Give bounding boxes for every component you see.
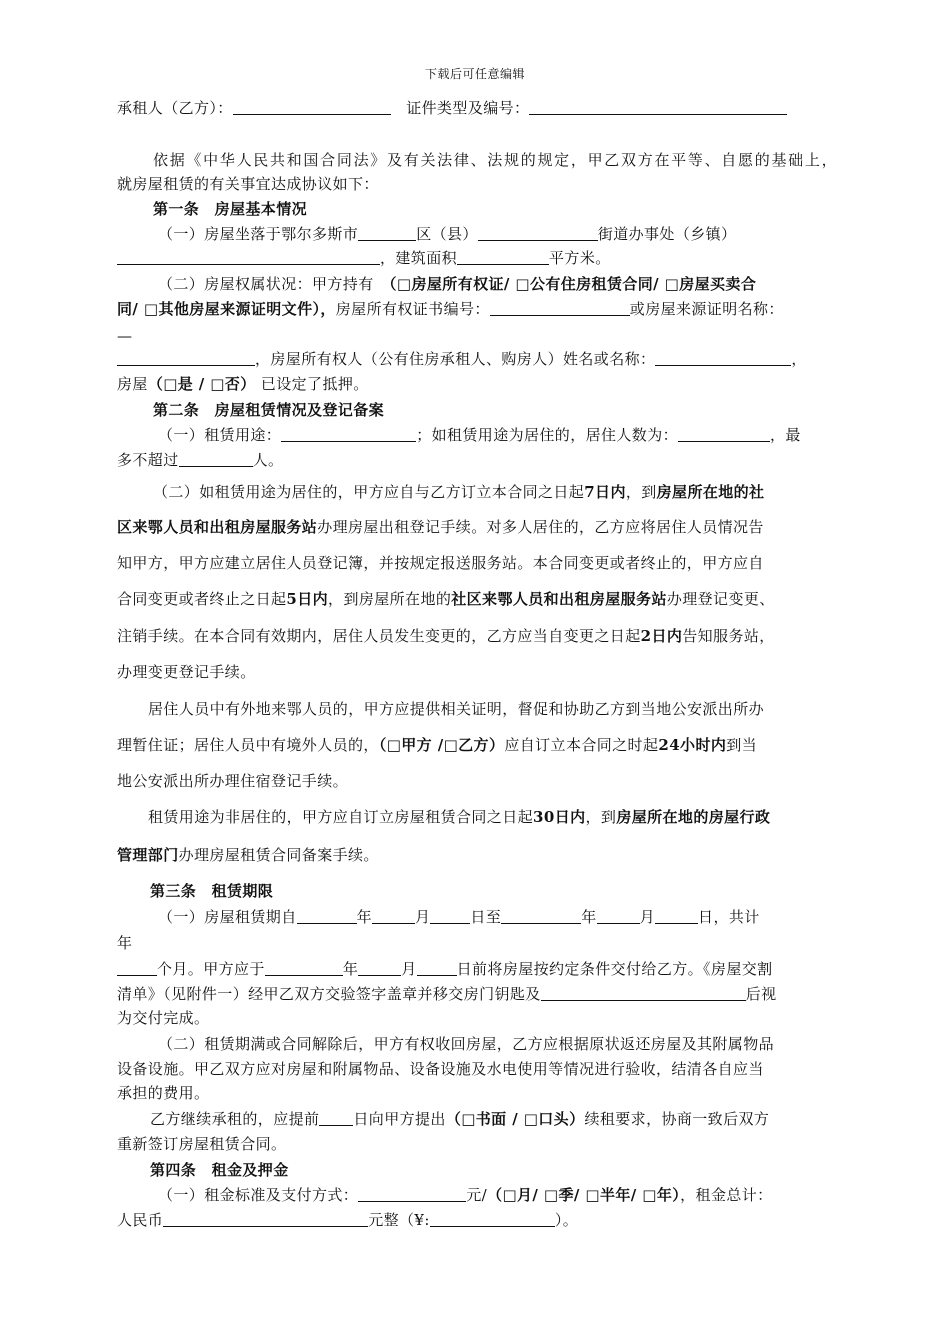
total-label: 日，共计 bbox=[698, 908, 760, 926]
registration-para-line-3: 知甲方，甲方应建立居住人员登记簿，并按规定报送服务站。本合同变更或者终止的，甲方应自 bbox=[117, 554, 764, 572]
nonresidential-para-line-1 bbox=[148, 807, 868, 827]
rent-period-options: （□月/ □季/ □半年/ □年） bbox=[487, 1186, 681, 1204]
term-line-1 bbox=[158, 907, 878, 927]
rent-amount-blank[interactable] bbox=[358, 1186, 466, 1202]
district-blank[interactable] bbox=[358, 225, 416, 241]
usage-line bbox=[158, 425, 878, 445]
reg-office-1-cont: 区来鄂人员和出租房屋服务站 bbox=[117, 518, 318, 536]
term-end-day-blank[interactable] bbox=[655, 908, 698, 924]
max-occupants-label: 多不超过 bbox=[117, 451, 179, 469]
close-paren: ）。 bbox=[554, 1211, 579, 1229]
street-label: 街道办事处（乡镇） bbox=[597, 225, 737, 243]
owner-comma: ， bbox=[791, 350, 807, 368]
reg-text-4: 合同变更或者终止之日起 bbox=[117, 590, 287, 608]
max-label: ，最 bbox=[770, 426, 801, 444]
owner-name-blank[interactable] bbox=[655, 350, 791, 366]
usage-label: （一）租赁用途： bbox=[158, 426, 282, 444]
day-to-label: 日至 bbox=[470, 908, 502, 926]
area-label: ，建筑面积 bbox=[380, 249, 458, 267]
delivery-text: 日前将房屋按约定条件交付给乙方。《房屋交割 bbox=[456, 960, 773, 978]
area-line bbox=[117, 248, 837, 268]
handover-blank[interactable] bbox=[541, 985, 746, 1001]
location-line bbox=[158, 224, 878, 244]
location-label: （一）房屋坐落于鄂尔多斯市 bbox=[158, 225, 359, 243]
registration-para-line-2 bbox=[117, 517, 837, 537]
renewal-text-2: 日向甲方提出 bbox=[353, 1110, 446, 1128]
nonres-dept: 房屋所在地的房屋行政 bbox=[616, 808, 771, 826]
dash-line: — bbox=[117, 327, 133, 345]
nonresidential-para-line-2 bbox=[117, 845, 837, 865]
lessee-name-blank[interactable] bbox=[233, 99, 391, 115]
rent-line-1 bbox=[158, 1185, 878, 1205]
reg-days-5: 5日内 bbox=[286, 590, 329, 608]
nonlocal-text-1: 理暂住证；居住人员中有境外人员的， bbox=[117, 736, 379, 754]
rmb-label: 人民币 bbox=[117, 1211, 164, 1229]
yuan-per-label: 元/ bbox=[466, 1186, 488, 1204]
nonres-days: 30日内 bbox=[533, 808, 586, 826]
nonlocal-para-line-2 bbox=[117, 735, 837, 755]
term-label: （一）房屋租赁期自 bbox=[158, 908, 297, 926]
mortgage-line bbox=[117, 374, 837, 394]
reg-text-8: 告知服务站， bbox=[682, 627, 775, 645]
preamble-line-2: 就房屋租赁的有关事宜达成协议如下： bbox=[117, 175, 379, 193]
page-header: 下载后可任意编辑 bbox=[424, 67, 525, 81]
registration-para-line-4 bbox=[117, 589, 837, 609]
registration-para-line-5 bbox=[117, 626, 837, 646]
article-3-title: 第三条 租赁期限 bbox=[150, 882, 274, 900]
term-months-blank[interactable] bbox=[117, 960, 157, 976]
rent-line-2 bbox=[117, 1210, 837, 1230]
handover-text: 清单》（见附件一）经甲乙双方交验签字盖章并移交房门钥匙及 bbox=[117, 985, 541, 1003]
nonres-text-1: 租赁用途为非居住的，甲方应自订立房屋租赁合同之日起 bbox=[148, 808, 534, 826]
delivery-year-blank[interactable] bbox=[265, 960, 343, 976]
year-label-2: 年 bbox=[581, 908, 597, 926]
nonlocal-text-3: 到当 bbox=[726, 736, 758, 754]
expiry-line-3: 承担的费用。 bbox=[117, 1084, 210, 1102]
renewal-line-1 bbox=[150, 1109, 870, 1129]
mortgage-label: 房屋 bbox=[117, 375, 148, 393]
ownership-options-cont: 同/ □其他房屋来源证明文件）， bbox=[117, 300, 336, 318]
delivery-day-blank[interactable] bbox=[417, 960, 457, 976]
address-blank[interactable] bbox=[117, 249, 380, 265]
reg-text-6: 办理登记变更、 bbox=[666, 590, 775, 608]
reg-text-7: 注销手续。在本合同有效期内，居住人员发生变更的，乙方应当自变更之日起 bbox=[117, 627, 641, 645]
reg-days-7: 7日内 bbox=[584, 483, 626, 501]
reg-days-2: 2日内 bbox=[640, 627, 683, 645]
article-4-title: 第四条 租金及押金 bbox=[150, 1161, 289, 1179]
mortgage-suffix: 已设定了抵押。 bbox=[260, 375, 369, 393]
term-start-month-blank[interactable] bbox=[372, 908, 415, 924]
ownership-line-1 bbox=[158, 274, 878, 294]
registration-para-line-6: 办理变更登记手续。 bbox=[117, 663, 256, 681]
renewal-text-3: 续租要求，协商一致后双方 bbox=[584, 1110, 770, 1128]
occupants-blank[interactable] bbox=[678, 426, 770, 442]
term-start-year-blank[interactable] bbox=[297, 908, 357, 924]
mortgage-options: （□是 / □否） bbox=[147, 375, 256, 393]
sqm-label: 平方米。 bbox=[549, 249, 611, 267]
nonlocal-hours: 24小时内 bbox=[658, 736, 727, 754]
id-number-blank[interactable] bbox=[529, 99, 787, 115]
registration-para-line-1 bbox=[153, 482, 873, 502]
expiry-line-2: 设备设施。甲乙双方应对房屋和附属物品、设备设施及水电使用等情况进行验收，结清各自应当 bbox=[117, 1060, 764, 1078]
max-occupants-line bbox=[117, 450, 837, 470]
owner-line bbox=[117, 349, 837, 369]
term-line-4 bbox=[117, 984, 837, 1004]
delivery-month-blank[interactable] bbox=[358, 960, 401, 976]
nonres-dept-cont: 管理部门 bbox=[117, 846, 179, 864]
term-start-day-blank[interactable] bbox=[430, 908, 470, 924]
proof-name-blank[interactable] bbox=[117, 350, 255, 366]
rent-total-words-blank[interactable] bbox=[163, 1211, 368, 1227]
year-label-3: 年 bbox=[342, 960, 359, 978]
term-end-year-blank[interactable] bbox=[501, 908, 581, 924]
month-label-2: 月 bbox=[639, 908, 656, 926]
rent-standard-label: （一）租金标准及支付方式： bbox=[158, 1186, 359, 1204]
handover-suffix: 后视 bbox=[745, 985, 777, 1003]
reg-text-2: ，到 bbox=[625, 483, 657, 501]
proof-name-label: 或房屋来源证明名称： bbox=[629, 300, 784, 318]
nonlocal-para-line-1: 居住人员中有外地来鄂人员的，甲方应提供相关证明，督促和协助乙方到当地公安派出所办 bbox=[148, 700, 765, 718]
expiry-line-1: （二）租赁期满或合同解除后，甲方有权收回房屋，乙方应根据原状返还房屋及其附属物品 bbox=[158, 1035, 775, 1053]
term-line-5: 为交付完成。 bbox=[117, 1009, 210, 1027]
renewal-options: （□书面 / □口头） bbox=[445, 1110, 585, 1128]
owner-label: ，房屋所有权人（公有住房承租人、购房人）姓名或名称： bbox=[255, 350, 656, 368]
lessee-line bbox=[117, 98, 837, 118]
renewal-line-2: 重新签订房屋租赁合同。 bbox=[117, 1135, 287, 1153]
street-blank[interactable] bbox=[478, 225, 598, 241]
area-blank[interactable] bbox=[457, 249, 549, 265]
month-label-1: 月 bbox=[415, 908, 431, 926]
ownership-options: （□房屋所有权证/ □公有住房租赁合同/ □房屋买卖合 bbox=[389, 275, 757, 293]
ownership-line-2 bbox=[117, 299, 837, 319]
term-line-2: 年 bbox=[117, 934, 133, 952]
cert-number-blank[interactable] bbox=[490, 300, 630, 316]
nonlocal-options: （□甲方 /□乙方） bbox=[378, 736, 505, 754]
id-type-label: 证件类型及编号： bbox=[406, 99, 530, 117]
reg-office-1: 房屋所在地的社 bbox=[656, 483, 765, 501]
renewal-days-blank[interactable] bbox=[319, 1110, 353, 1126]
year-label-1: 年 bbox=[356, 908, 373, 926]
district-label: 区（县） bbox=[416, 225, 478, 243]
preamble-line-1: 依据《中华人民共和国合同法》及有关法律、法规的规定，甲乙双方在平等、自愿的基础上， bbox=[153, 151, 837, 169]
term-end-month-blank[interactable] bbox=[597, 908, 640, 924]
article-2-title: 第二条 房屋租赁情况及登记备案 bbox=[153, 401, 385, 419]
nonlocal-para-line-3: 地公安派出所办理住宿登记手续。 bbox=[117, 772, 349, 790]
usage-blank[interactable] bbox=[281, 426, 416, 442]
reg-text-5: ，到房屋所在地的 bbox=[328, 590, 452, 608]
nonlocal-text-2: 应自订立本合同之时起 bbox=[504, 736, 659, 754]
yuan-label: 元整（¥: bbox=[368, 1211, 430, 1229]
ownership-label: （二）房屋权属状况：甲方持有 bbox=[158, 275, 390, 293]
reg-text-3: 办理房屋出租登记手续。对多人居住的，乙方应将居住人员情况告 bbox=[317, 518, 764, 536]
renewal-text-1: 乙方继续承租的，应提前 bbox=[150, 1110, 320, 1128]
reg-office-2: 社区来鄂人员和出租房屋服务站 bbox=[451, 590, 667, 608]
cert-number-label: 房屋所有权证书编号： bbox=[335, 300, 490, 318]
rent-total-label: ，租金总计： bbox=[680, 1186, 773, 1204]
month-label-3: 月 bbox=[401, 960, 417, 978]
occupants-label: ；如租赁用途为居住的，居住人数为： bbox=[416, 426, 679, 444]
nonres-text-3: 办理房屋租赁合同备案手续。 bbox=[178, 846, 379, 864]
rent-total-number-blank[interactable] bbox=[430, 1211, 555, 1227]
reg-text-1: （二）如租赁用途为居住的，甲方应自与乙方订立本合同之日起 bbox=[153, 483, 585, 501]
persons-label: 人。 bbox=[252, 451, 284, 469]
delivery-label: 个月。甲方应于 bbox=[157, 960, 265, 978]
term-line-3 bbox=[117, 959, 837, 979]
nonres-text-2: ，到 bbox=[585, 808, 617, 826]
article-1-title: 第一条 房屋基本情况 bbox=[153, 200, 308, 218]
lessee-label: 承租人（乙方）： bbox=[117, 99, 233, 117]
max-occupants-blank[interactable] bbox=[179, 451, 253, 467]
